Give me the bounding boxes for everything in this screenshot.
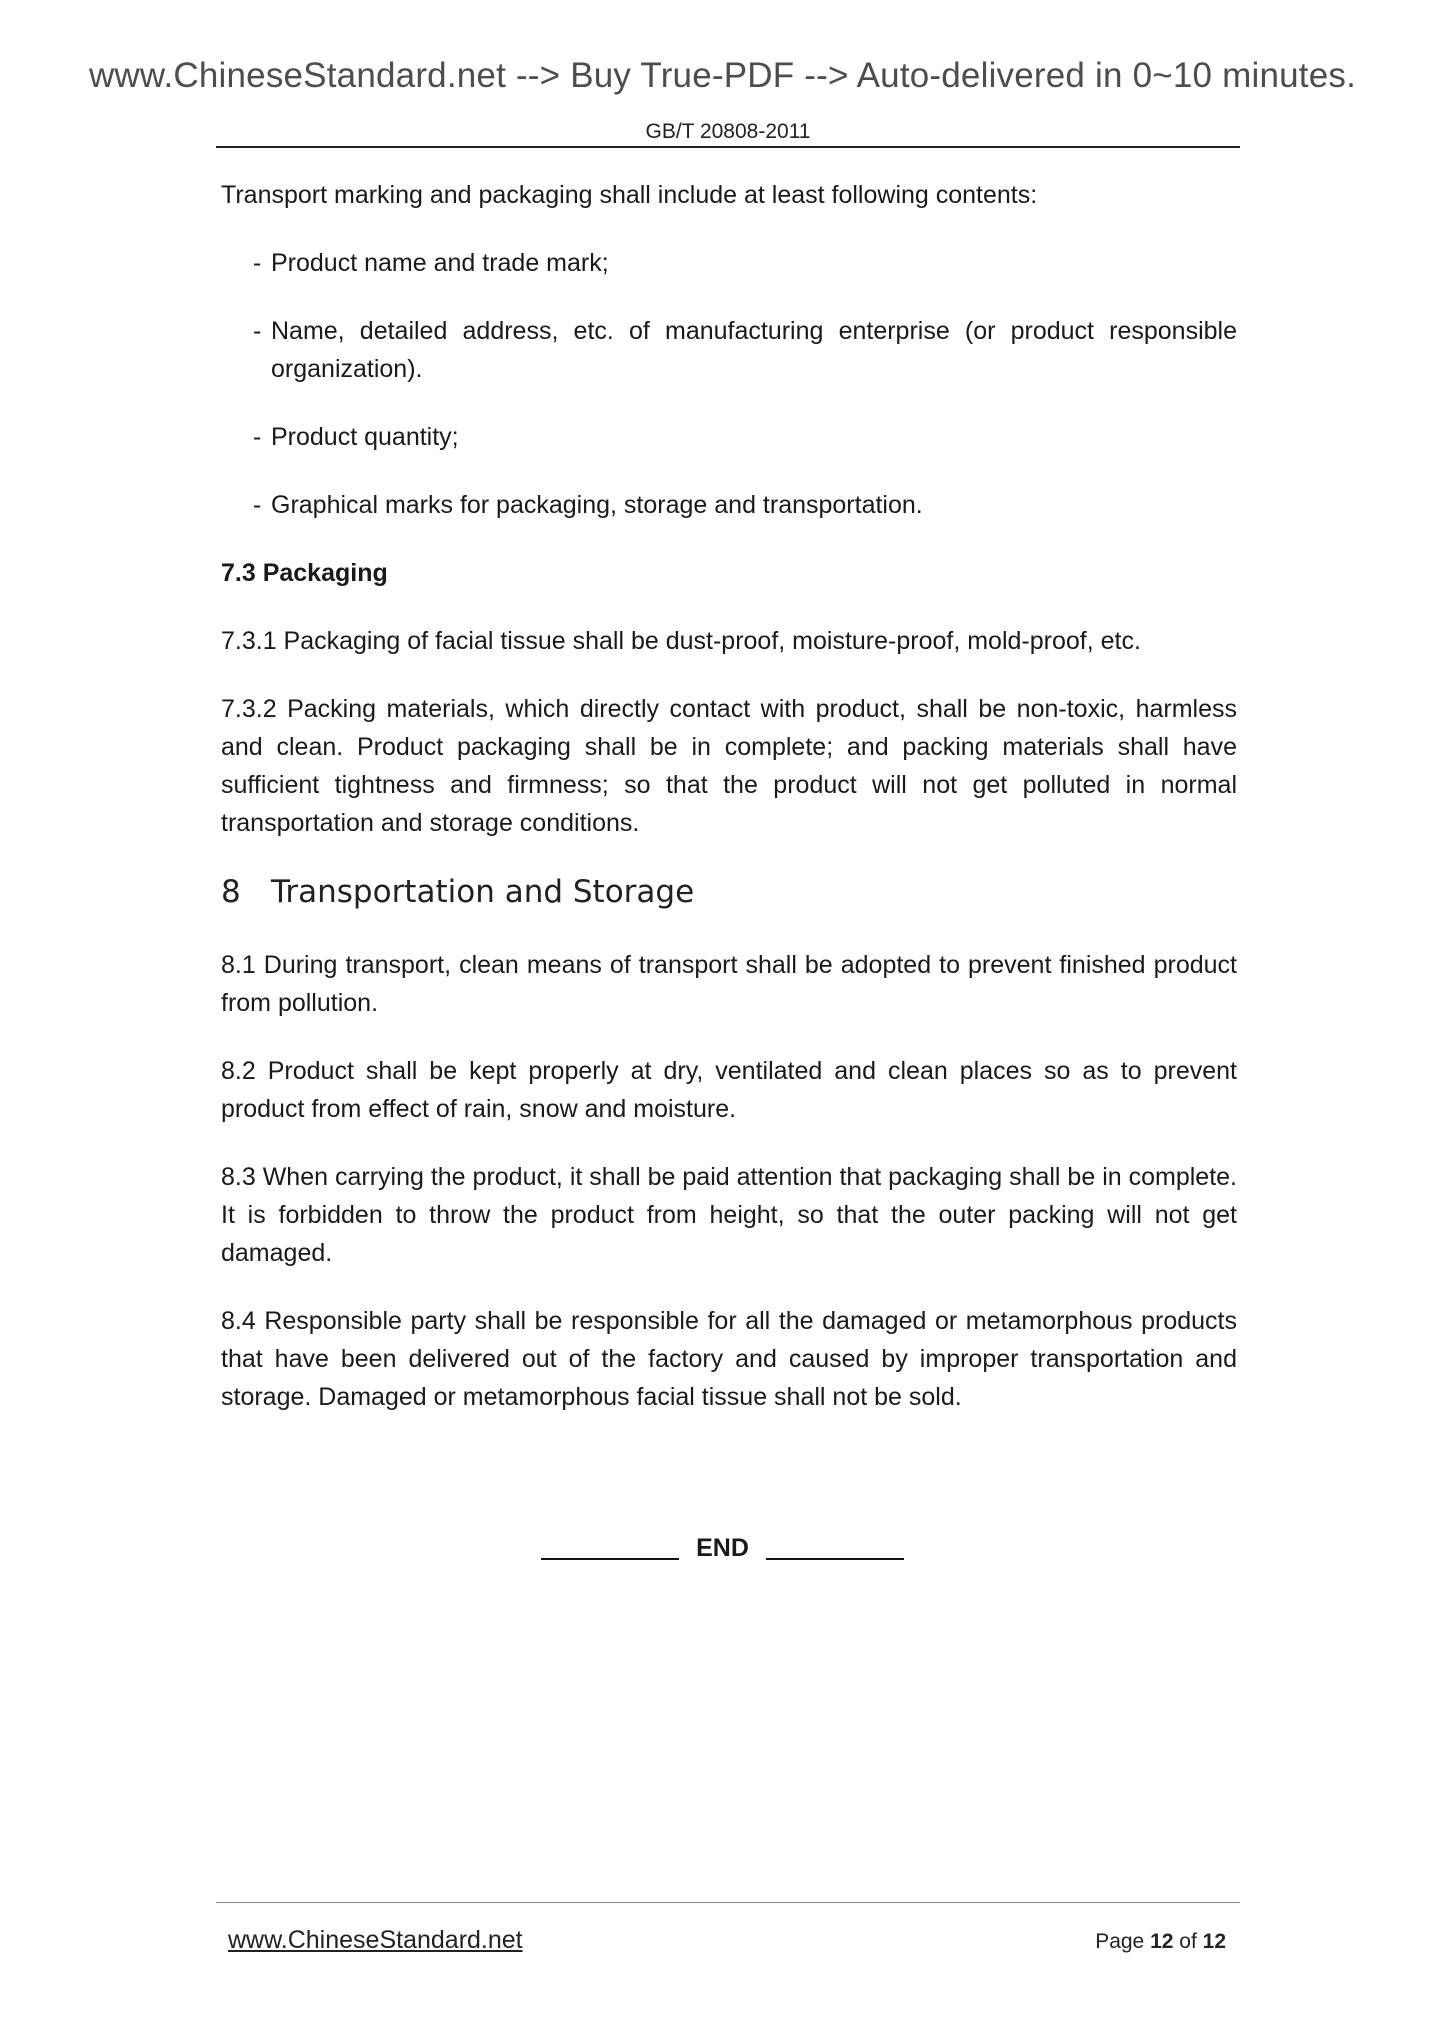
document-number: GB/T 20808-2011 <box>645 120 811 143</box>
bullet-dash: - <box>253 317 262 345</box>
bullet-dash: - <box>253 423 262 451</box>
footer-site-link[interactable]: www.ChineseStandard.net <box>228 1926 523 1954</box>
end-underline-left <box>541 1557 679 1560</box>
list-item <box>253 486 1237 524</box>
list-item-text: Name, detailed address, etc. of manufacturing enterprise (or product responsible organization). <box>271 317 1237 383</box>
end-marker <box>0 1534 1445 1563</box>
clause-8-1: 8.1 During transport, clean means of transport shall be adopted to prevent finished product from pollution. <box>221 951 1237 1017</box>
list-item <box>253 418 1237 456</box>
clause-8-2: 8.2 Product shall be kept properly at dry, ventilated and clean places so as to prevent product from effect of rain, snow and moisture. <box>221 1057 1237 1123</box>
page-label: Page <box>1095 1930 1145 1953</box>
page-indicator <box>1095 1930 1226 1954</box>
page-current: 12 <box>1150 1930 1174 1953</box>
section-7-3-heading: 7.3 Packaging <box>221 559 388 587</box>
header-divider <box>216 146 1240 148</box>
list-item <box>253 312 1237 388</box>
section-8-title: Transportation and Storage <box>271 874 695 910</box>
clause-8-4: 8.4 Responsible party shall be responsible for all the damaged or metamorphous products that have been delivered out of the factory and caused by improper transportation and storage. Damaged or metamorphous facial tissue shall not be sold. <box>221 1307 1237 1411</box>
section-8-heading <box>221 872 1237 912</box>
footer-divider <box>216 1902 1240 1903</box>
list-item-text: Graphical marks for packaging, storage and transportation. <box>271 491 923 519</box>
clause-8-3: 8.3 When carrying the product, it shall be paid attention that packaging shall be in complete. It is forbidden to throw the product from height, so that the outer packing will not get damaged. <box>221 1163 1237 1267</box>
site-banner: www.ChineseStandard.net --> Buy True-PDF --> Auto-delivered in 0~10 minutes. <box>88 56 1357 95</box>
page-of: of <box>1179 1930 1197 1953</box>
clause-7-3-2: 7.3.2 Packing materials, which directly contact with product, shall be non-toxic, harmless and clean. Product packaging shall be in complete; and packing materials shall have sufficient tightness and firmness; so that the product will not get polluted in normal transportation and storage conditions. <box>221 695 1237 837</box>
bullet-dash: - <box>253 249 262 277</box>
list-item-text: Product quantity; <box>271 423 459 451</box>
section-8-number: 8 <box>221 874 241 910</box>
clause-7-3-1: 7.3.1 Packaging of facial tissue shall be dust-proof, moisture-proof, mold-proof, etc. <box>221 627 1141 655</box>
list-item <box>253 244 1237 282</box>
page-total: 12 <box>1202 1930 1226 1953</box>
end-underline-right <box>766 1557 904 1560</box>
bullet-dash: - <box>253 491 262 519</box>
list-item-text: Product name and trade mark; <box>271 249 609 277</box>
end-text: END <box>696 1534 749 1562</box>
marking-intro: Transport marking and packaging shall include at least following contents: <box>221 181 1038 209</box>
document-body <box>221 176 1237 1446</box>
